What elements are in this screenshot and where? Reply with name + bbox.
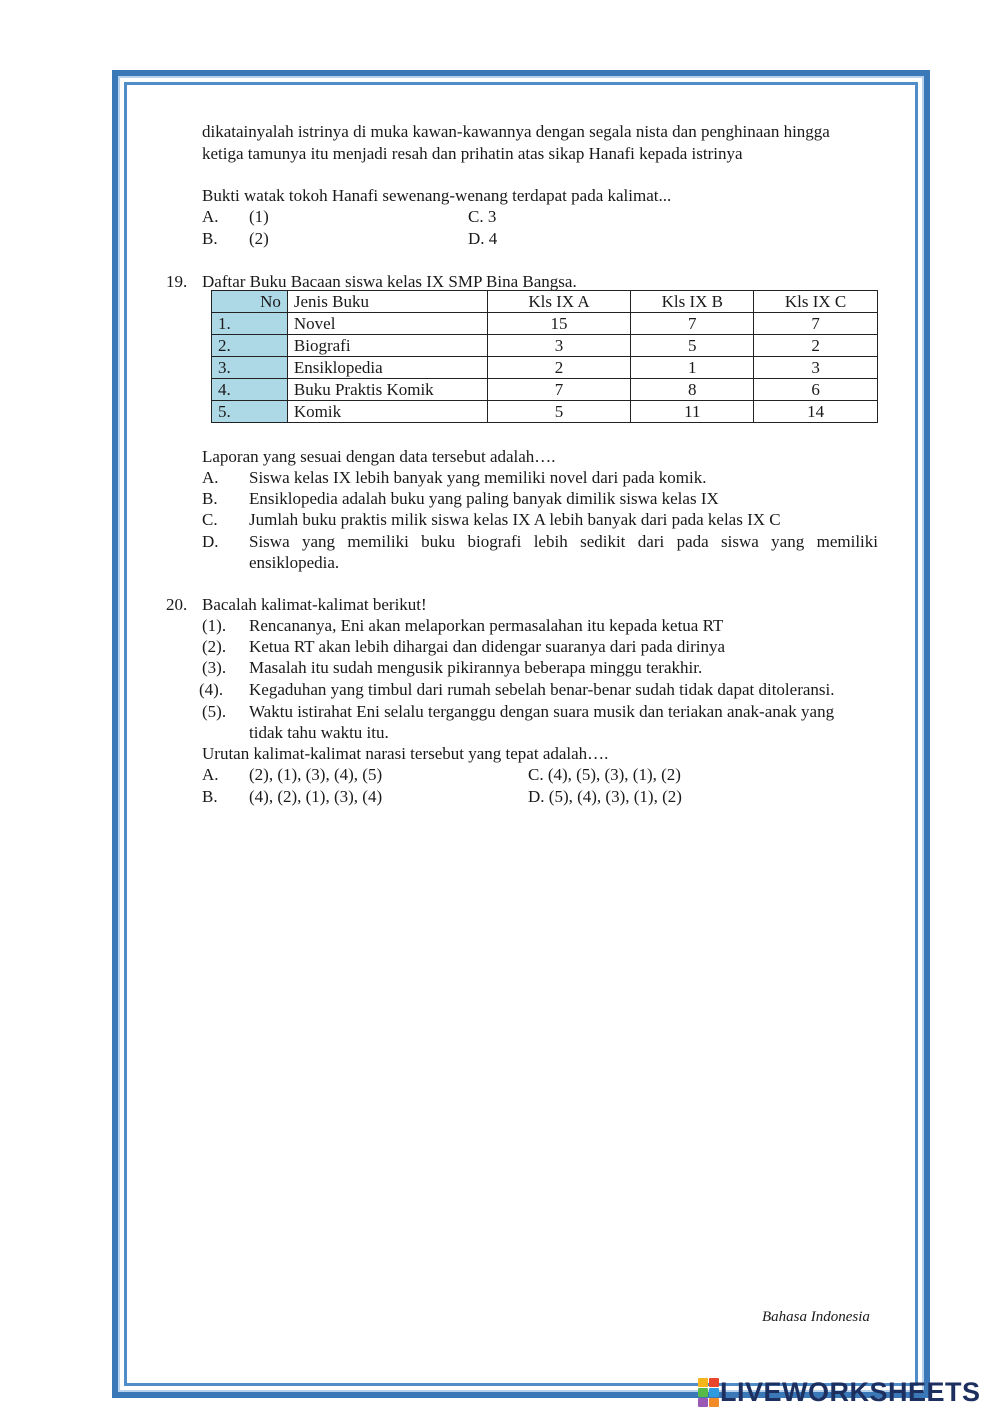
table-header: Kls IX C xyxy=(754,291,878,313)
table-cell: 15 xyxy=(487,313,631,335)
table-cell: 7 xyxy=(754,313,878,335)
sentence-text: Ketua RT akan lebih dihargai dan didengar suaranya dari pada dirinya xyxy=(249,637,726,656)
passage-line-1: dikatainyalah istrinya di muka kawan-kawannya dengan segala nista dan penghinaan hingga xyxy=(202,122,830,141)
sentence-text: Kegaduhan yang timbul dari rumah sebelah benar-benar sudah tidak dapat ditoleransi. xyxy=(249,680,835,699)
table-cell: Ensiklopedia xyxy=(287,357,487,379)
question-18-prompt: Bukti watak tokoh Hanafi sewenang-wenang terdapat pada kalimat... xyxy=(202,186,672,205)
liveworksheets-logo[interactable] xyxy=(698,1377,981,1407)
option-letter: C. xyxy=(202,510,218,529)
table-cell: 5 xyxy=(631,335,754,357)
liveworksheets-logo-icon xyxy=(698,1378,718,1406)
table-row xyxy=(212,357,878,379)
question-20-prompt: Urutan kalimat-kalimat narasi tersebut yang tepat adalah…. xyxy=(202,744,609,763)
book-table xyxy=(211,290,878,423)
table-cell: 3 xyxy=(487,335,631,357)
table-cell: 3 xyxy=(754,357,878,379)
option-20-c[interactable]: C. (4), (5), (3), (1), (2) xyxy=(528,765,681,784)
table-header: Kls IX B xyxy=(631,291,754,313)
table-cell: Buku Praktis Komik xyxy=(287,379,487,401)
liveworksheets-logo-text: LIVEWORKSHEETS xyxy=(720,1376,981,1407)
table-cell: 4. xyxy=(212,379,288,401)
table-row xyxy=(212,379,878,401)
option-19-b[interactable]: Ensiklopedia adalah buku yang paling banyak dimilik siswa kelas IX xyxy=(249,489,719,508)
option-20-d[interactable]: D. (5), (4), (3), (1), (2) xyxy=(528,787,682,806)
option-19-c[interactable]: Jumlah buku praktis milik siswa kelas IX A lebih banyak dari pada kelas IX C xyxy=(249,510,781,529)
table-cell: Komik xyxy=(287,401,487,423)
sentence-number: (4). xyxy=(199,680,224,699)
table-cell: 2. xyxy=(212,335,288,357)
table-cell: 1 xyxy=(631,357,754,379)
table-cell: 2 xyxy=(754,335,878,357)
option-letter: B. xyxy=(202,489,218,508)
option-18-a[interactable]: (1) xyxy=(249,207,269,226)
option-letter: A. xyxy=(202,468,219,487)
question-number: 19. xyxy=(166,272,188,291)
table-row xyxy=(212,401,878,423)
table-header: Kls IX A xyxy=(487,291,631,313)
table-header: Jenis Buku xyxy=(287,291,487,313)
table-cell: 7 xyxy=(631,313,754,335)
option-19-a[interactable]: Siswa kelas IX lebih banyak yang memiliki novel dari pada komik. xyxy=(249,468,707,487)
question-number: 20. xyxy=(166,595,188,614)
table-cell: 11 xyxy=(631,401,754,423)
option-19-d[interactable]: Siswa yang memiliki buku biografi lebih sedikit dari pada siswa yang memiliki xyxy=(249,532,878,551)
sentence-text: Waktu istirahat Eni selalu terganggu dengan suara musik dan teriakan anak-anak yang xyxy=(249,702,835,721)
table-cell: 5 xyxy=(487,401,631,423)
option-letter: D. xyxy=(202,532,219,551)
question-19-prompt: Laporan yang sesuai dengan data tersebut adalah…. xyxy=(202,447,556,466)
sentence-number: (1). xyxy=(202,616,227,635)
option-20-b[interactable]: (4), (2), (1), (3), (4) xyxy=(249,787,383,806)
table-cell: Novel xyxy=(287,313,487,335)
table-header-row xyxy=(212,291,878,313)
table-cell: 7 xyxy=(487,379,631,401)
sentence-number: (2). xyxy=(202,637,227,656)
option-letter: A. xyxy=(202,207,219,226)
table-cell: 5. xyxy=(212,401,288,423)
table-row xyxy=(212,335,878,357)
sentence-number: (5). xyxy=(202,702,227,721)
sentence-text: Masalah itu sudah mengusik pikirannya beberapa minggu terakhir. xyxy=(249,658,703,677)
table-header: No xyxy=(212,291,288,313)
option-letter: B. xyxy=(202,229,218,248)
table-cell: 6 xyxy=(754,379,878,401)
table-cell: Biografi xyxy=(287,335,487,357)
question-19-title: Daftar Buku Bacaan siswa kelas IX SMP Bina Bangsa. xyxy=(202,272,577,291)
table-cell: 1. xyxy=(212,313,288,335)
question-20-title: Bacalah kalimat-kalimat berikut! xyxy=(202,595,427,614)
option-letter: A. xyxy=(202,765,219,784)
sentence-text-continued: tidak tahu waktu itu. xyxy=(249,723,389,742)
table-cell: 8 xyxy=(631,379,754,401)
sentence-number: (3). xyxy=(202,658,227,677)
option-20-a[interactable]: (2), (1), (3), (4), (5) xyxy=(249,765,383,784)
option-19-d-continued: ensiklopedia. xyxy=(249,553,340,572)
sentence-text: Rencananya, Eni akan melaporkan permasalahan itu kepada ketua RT xyxy=(249,616,724,635)
option-letter: B. xyxy=(202,787,218,806)
table-cell: 2 xyxy=(487,357,631,379)
option-18-d[interactable]: D. 4 xyxy=(468,229,498,248)
footer-subject: Bahasa Indonesia xyxy=(762,1309,870,1325)
passage-line-2: ketiga tamunya itu menjadi resah dan prihatin atas sikap Hanafi kepada istrinya xyxy=(202,144,743,163)
option-18-c[interactable]: C. 3 xyxy=(468,207,497,226)
option-18-b[interactable]: (2) xyxy=(249,229,269,248)
table-cell: 3. xyxy=(212,357,288,379)
table-row xyxy=(212,313,878,335)
table-cell: 14 xyxy=(754,401,878,423)
